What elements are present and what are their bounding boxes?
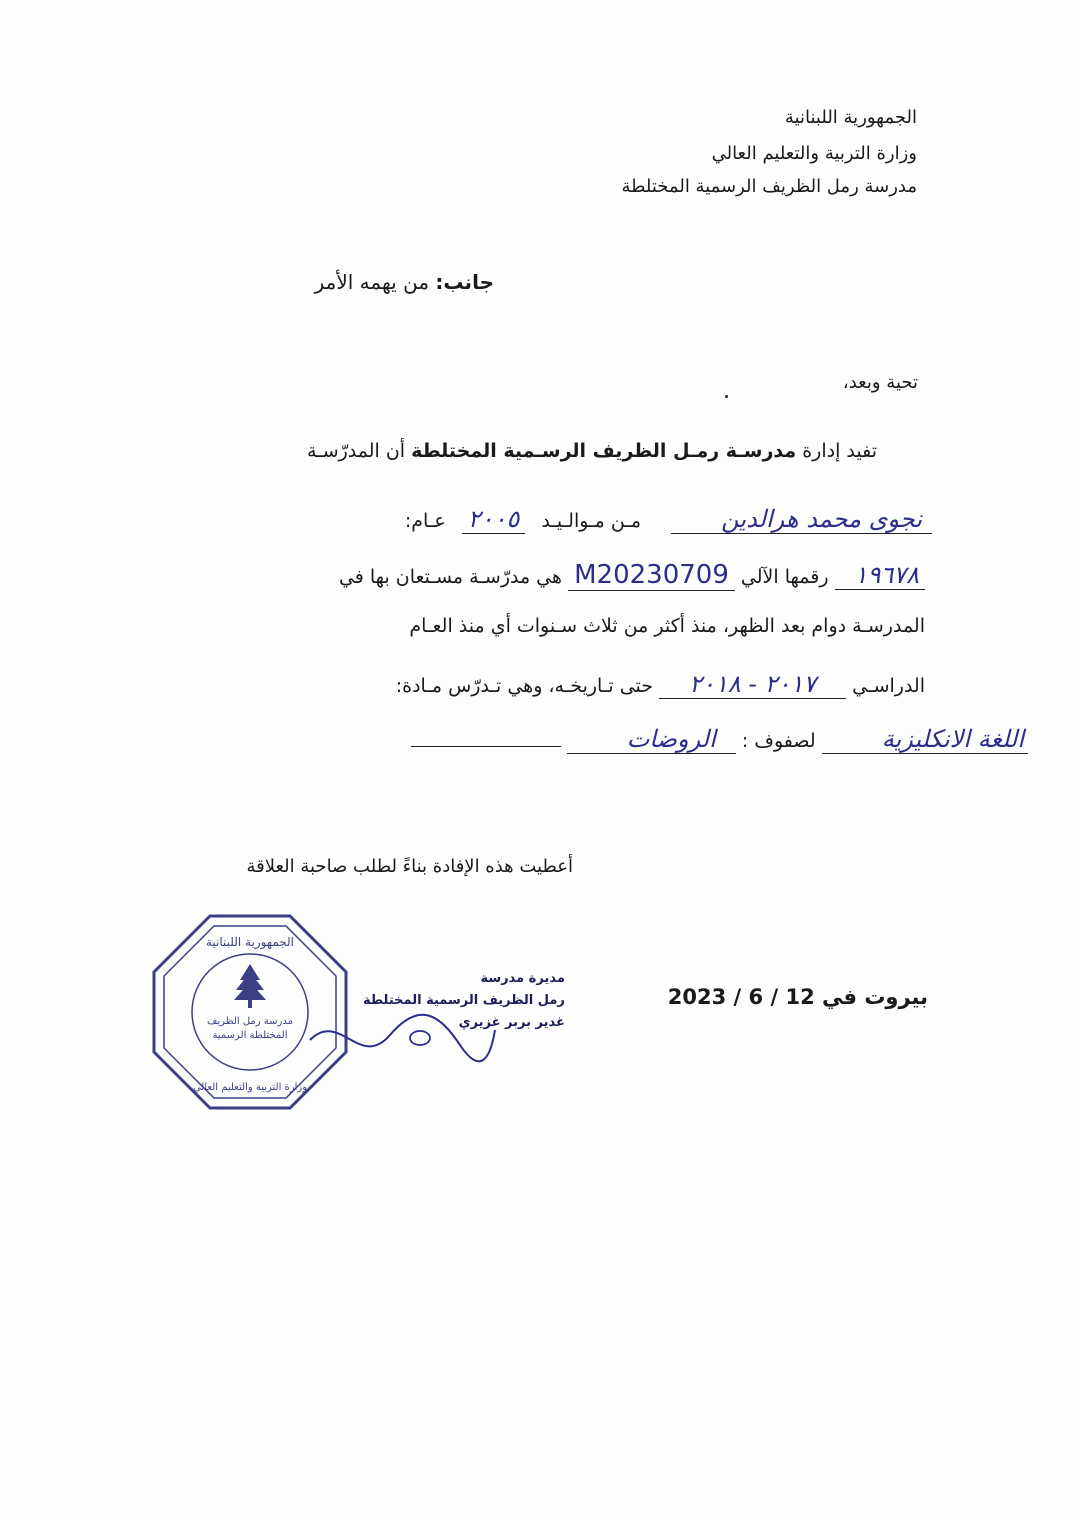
body-l3-a: رقمها الآلي bbox=[740, 566, 829, 588]
body-l5-a: الدراسـي bbox=[852, 675, 925, 697]
body-line-5 bbox=[396, 670, 925, 698]
stamp-ring-bottom: وزارة التربية والتعليم العالي bbox=[192, 1082, 308, 1093]
subject-handwritten: اللغة الانكليزية bbox=[822, 725, 1028, 754]
closing-statement: أعطيت هذه الإفادة بناءً لطلب صاحبة العلاقة bbox=[246, 856, 573, 877]
date-line: بيروت في 12 / 6 / 2023 bbox=[667, 985, 928, 1009]
school-name-bold: مدرسـة رمـل الظريف الرسـمية المختلطة bbox=[411, 440, 797, 462]
stamp-ring-top: الجمهورية اللبنانية bbox=[205, 935, 295, 949]
body-line-6 bbox=[411, 725, 1028, 753]
subject-text: من يهمه الأمر bbox=[314, 270, 430, 294]
header-school: مدرسة رمل الظريف الرسمية المختلطة bbox=[621, 176, 917, 197]
stamp-inner-1: مدرسة رمل الظريف bbox=[207, 1016, 293, 1027]
signature-title-2: رمل الظريف الرسمية المختلطة bbox=[363, 993, 565, 1008]
subject-prefix: جانب: bbox=[435, 270, 494, 294]
body-l5-b: حتى تـاريخـه، وهي تـدرّس مـادة: bbox=[395, 675, 654, 697]
greeting: تحية وبعد، bbox=[842, 372, 918, 393]
code-handwritten: M20230709 bbox=[568, 560, 735, 591]
stray-dot bbox=[725, 395, 728, 398]
subject-line bbox=[315, 270, 494, 294]
body-line-1 bbox=[307, 440, 877, 462]
employee-id-handwritten: ١٩٦٧٨ bbox=[835, 561, 925, 590]
signature-name: غدير بربر غزيري bbox=[458, 1015, 565, 1030]
body-l2-born: مـن مـوالـيـد bbox=[541, 510, 642, 532]
cedar-icon bbox=[234, 964, 266, 1008]
classes-handwritten: الروضات bbox=[567, 725, 736, 754]
handwritten-signature bbox=[300, 1000, 500, 1080]
body-l3-b: هي مدرّسـة مسـتعان بها في bbox=[338, 566, 563, 588]
body-line-3 bbox=[339, 560, 925, 590]
body-l1-b: أن المدرّسـة bbox=[306, 440, 406, 462]
body-l6-classes: لصفوف : bbox=[741, 730, 816, 752]
body-l1-a: تفيد إدارة bbox=[802, 440, 877, 462]
teacher-name-handwritten: نجوى محمد هرالدين bbox=[671, 505, 932, 534]
academic-years-handwritten: ٢٠١٧ - ٢٠١٨ bbox=[659, 670, 846, 699]
body-l2-year: عـام: bbox=[404, 510, 446, 532]
birth-year-handwritten: ٢٠٠٥ bbox=[462, 505, 526, 534]
header-ministry: وزارة التربية والتعليم العالي bbox=[711, 143, 917, 164]
signature-title-1: مديرة مدرسة bbox=[480, 971, 565, 986]
body-line-2 bbox=[405, 505, 932, 533]
stamp-inner-2: المختلطة الرسمية bbox=[212, 1030, 288, 1041]
body-line-4: المدرسـة دوام بعد الظهر، منذ أكثر من ثلاث سـنوات أي منذ العـام bbox=[409, 615, 925, 637]
header-country: الجمهورية اللبنانية bbox=[784, 107, 917, 128]
